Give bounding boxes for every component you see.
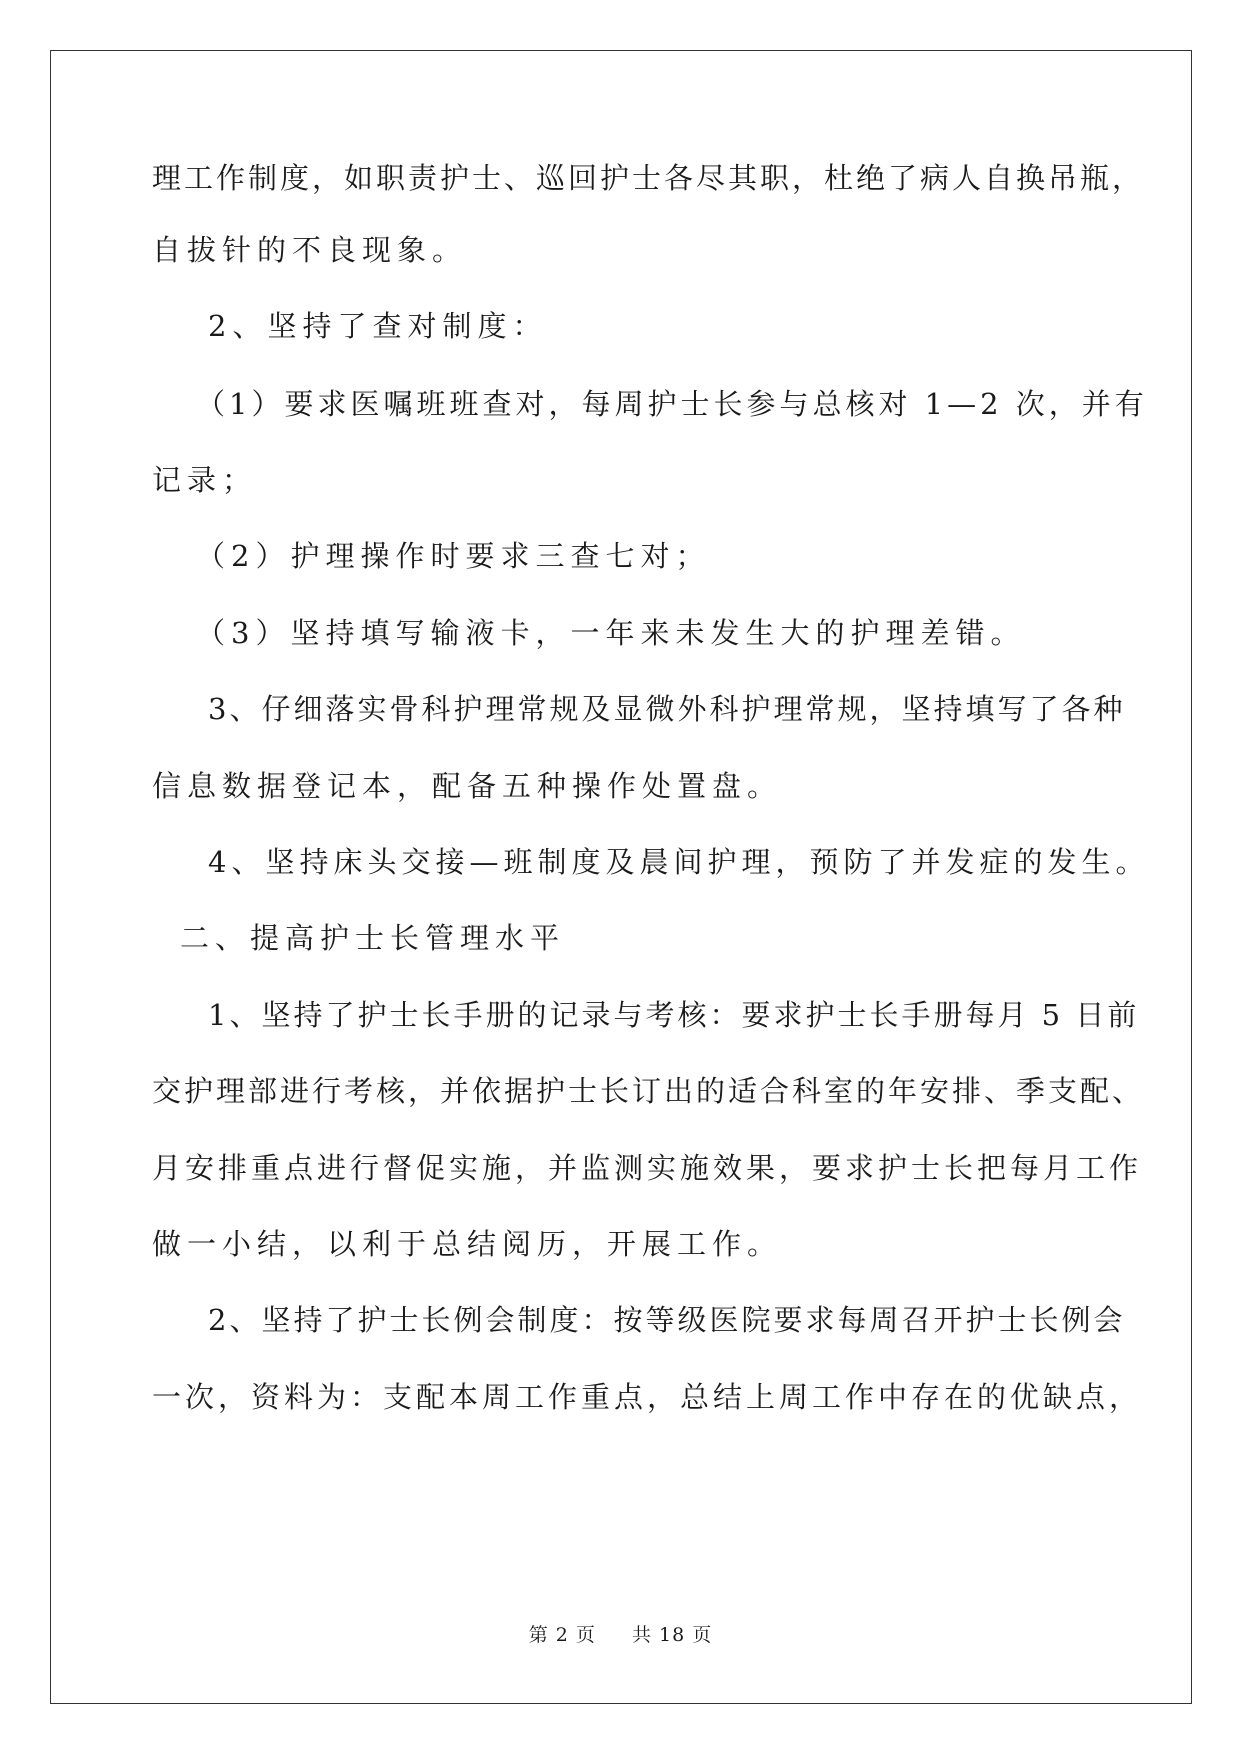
sub-item: （3）坚持填写输液卡，一年来未发生大的护理差错。: [196, 616, 1026, 650]
section-heading: 二、提高护士长管理水平: [180, 921, 566, 955]
body-line: 做一小结，以利于总结阅历，开展工作。: [152, 1227, 783, 1261]
section-item: 2、坚持了护士长例会制度：按等级医院要求每周召开护士长例会: [208, 1303, 1126, 1337]
body-line: 交护理部进行考核，并依据护士长订出的适合科室的年安排、季支配、: [152, 1074, 1145, 1108]
page-number: 第 2 页: [528, 1624, 596, 1646]
body-line: 信息数据登记本，配备五种操作处置盘。: [152, 769, 783, 803]
body-line: 记录；: [152, 463, 258, 497]
body-line: 月安排重点进行督促实施，并监测实施效果，要求护士长把每月工作: [152, 1151, 1143, 1185]
body-line: 自拔针的不良现象。: [152, 233, 468, 267]
sub-item: （2）护理操作时要求三查七对；: [196, 539, 711, 573]
sub-item: （1）要求医嘱班班查对，每周护士长参与总核对 1—2 次，并有: [196, 387, 1148, 421]
section-item: 2、坚持了查对制度：: [208, 309, 548, 343]
total-pages: 共 18 页: [632, 1624, 713, 1646]
section-item: 3、仔细落实骨科护理常规及显微外科护理常规，坚持填写了各种: [208, 692, 1126, 726]
page-footer: [0, 1620, 1241, 1647]
section-item: 1、坚持了护士长手册的记录与考核：要求护士长手册每月 5 日前: [208, 998, 1140, 1032]
body-line: 一次，资料为：支配本周工作重点，总结上周工作中存在的优缺点，: [152, 1380, 1143, 1414]
body-line: 理工作制度，如职责护士、巡回护士各尽其职，杜绝了病人自换吊瓶，: [152, 161, 1145, 195]
section-item: 4、坚持床头交接—班制度及晨间护理，预防了并发症的发生。: [208, 845, 1150, 879]
